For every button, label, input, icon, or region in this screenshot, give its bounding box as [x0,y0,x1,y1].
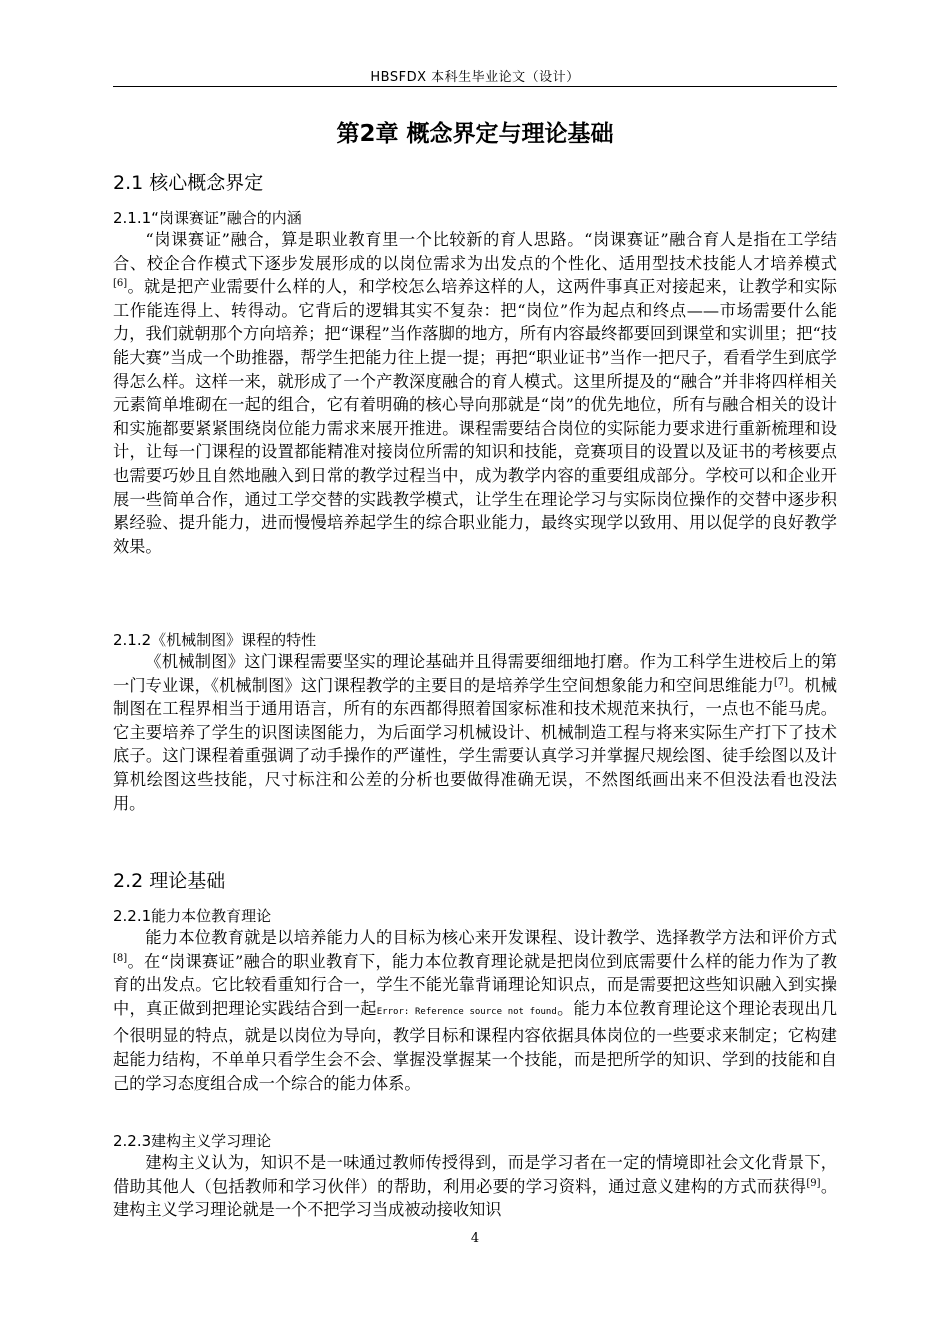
subsection-heading-2-2-3: 2.2.3建构主义学习理论 [113,1132,272,1150]
paragraph-text: 。能力本位教育理论这个理论表现出几个很明显的特点，就是以岗位为导向，教学目标和课程内容依据具体岗位的一些要求来制定；它构建起能力结构，不单单只看学生会不会、掌握没掌握某一个技能，而是把所学的知识、学到的技能和自己的学习态度组合成一个综合的能力体系。 [113,998,838,1093]
section-heading-2-1: 2.1 核心概念界定 [113,172,264,194]
subsection-heading-2-2-1: 2.2.1能力本位教育理论 [113,907,272,925]
header-divider [113,86,837,87]
paragraph-2-2-3 [113,1151,837,1222]
citation-ref: [8] [113,952,128,964]
citation-ref: [9] [806,1177,821,1189]
paragraph-text: “岗课赛证”融合，算是职业教育里一个比较新的育人思路。“岗课赛证”融合育人是指在工学结合、校企合作模式下逐步发展形成的以岗位需求为出发点的个性化、适用型技术技能人才培养模式 [113,230,837,273]
paragraph-text: 。就是把产业需要什么样的人，和学校怎么培养这样的人，这两件事真正对接起来，让教学和实际工作能连得上、转得动。它背后的逻辑其实不复杂：把“岗位”作为起点和终点——市场需要什么能力，我们就朝那个方向培养；把“课程”当作落脚的地方，所有内容最终都要回到课堂和实训里；把“技能大赛”当成一个助推器，帮学生把能力往上提一提；再把“职业证书”当作一把尺子，看看学生到底学得怎么样。这样一来，就形成了一个产教深度融合的育人模式。这里所提及的“融合”并非将四样相关元素简单堆砌在一起的组合，它有着明确的核心导向那就是“岗”的优先地位，所有与融合相关的设计和实施都要紧紧围绕岗位能力需求来展开推进。课程需要结合岗位的实际能力要求进行重新梳理和设计，让每一门课程的设置都能精准对接岗位所需的知识和技能，竞赛项目的设置以及证书的考核要点也需要巧妙且自然地融入到日常的教学过程当中，成为教学内容的重要组成部分。学校可以和企业开展一些简单合作，通过工学交替的实践教学模式，让学生在理论学习与实际岗位操作的交替中逐步积累经验、提升能力，进而慢慢培养起学生的综合职业能力，最终实现学以致用、用以促学的良好教学效果。 [113,277,837,556]
subsection-heading-2-1-2: 2.1.2《机械制图》课程的特性 [113,631,317,649]
paragraph-text: 。建构主义学习理论就是一个不把学习当成被动接收知识 [113,1176,838,1220]
paragraph-text: 。机械制图在工程界相当于通用语言，所有的东西都得照着国家标准和技术规范来执行，一点也不能马虎。它主要培养了学生的识图读图能力，为后面学习机械设计、机械制造工程与将来实际生产打下了技术底子。这门课程着重强调了动手操作的严谨性，学生需要认真学习并掌握尺规绘图、徒手绘图以及计算机绘图这些技能，尺寸标注和公差的分析也要做得准确无误，不然图纸画出来不但没法看也没法用。 [113,675,837,813]
section-heading-2-2: 2.2 理论基础 [113,870,226,892]
paragraph-2-1-2 [113,650,837,815]
paragraph-2-2-1 [113,926,837,1095]
page-number: 4 [470,1231,480,1246]
paragraph-text: 《机械制图》这门课程需要坚实的理论基础并且得需要细细地打磨。作为工科学生进校后上的第一门专业课，《机械制图》这门课程教学的主要目的是培养学生空间想象能力和空间思维能力 [113,652,837,695]
paragraph-text: 。在“岗课赛证”融合的职业教育下，能力本位教育理论就是把岗位到底需要什么样的能力作为了教育的出发点。它比较看重知行合一，学生不能光靠背诵理论知识点，而是需要把这些知识融入到实操中，真正做到把理论实践结合到一起 [113,951,837,1018]
paragraph-2-1-1 [113,228,837,558]
reference-error-text: Error: Reference source not found [376,1006,557,1017]
subsection-heading-2-1-1: 2.1.1“岗课赛证”融合的内涵 [113,209,302,227]
paragraph-text: 建构主义认为，知识不是一味通过教师传授得到，而是学习者在一定的情境即社会文化背景下，借助其他人（包括教师和学习伙伴）的帮助，利用必要的学习资料，通过意义建构的方式而获得 [113,1153,837,1196]
paragraph-text: 能力本位教育就是以培养能力人的目标为核心来开发课程、设计教学、选择教学方法和评价方式 [145,928,837,947]
running-header: HBSFDX 本科生毕业论文（设计） [370,70,580,85]
citation-ref: [7] [773,676,789,688]
citation-ref: [6] [113,278,128,290]
chapter-title: 第2章 概念界定与理论基础 [336,121,614,147]
